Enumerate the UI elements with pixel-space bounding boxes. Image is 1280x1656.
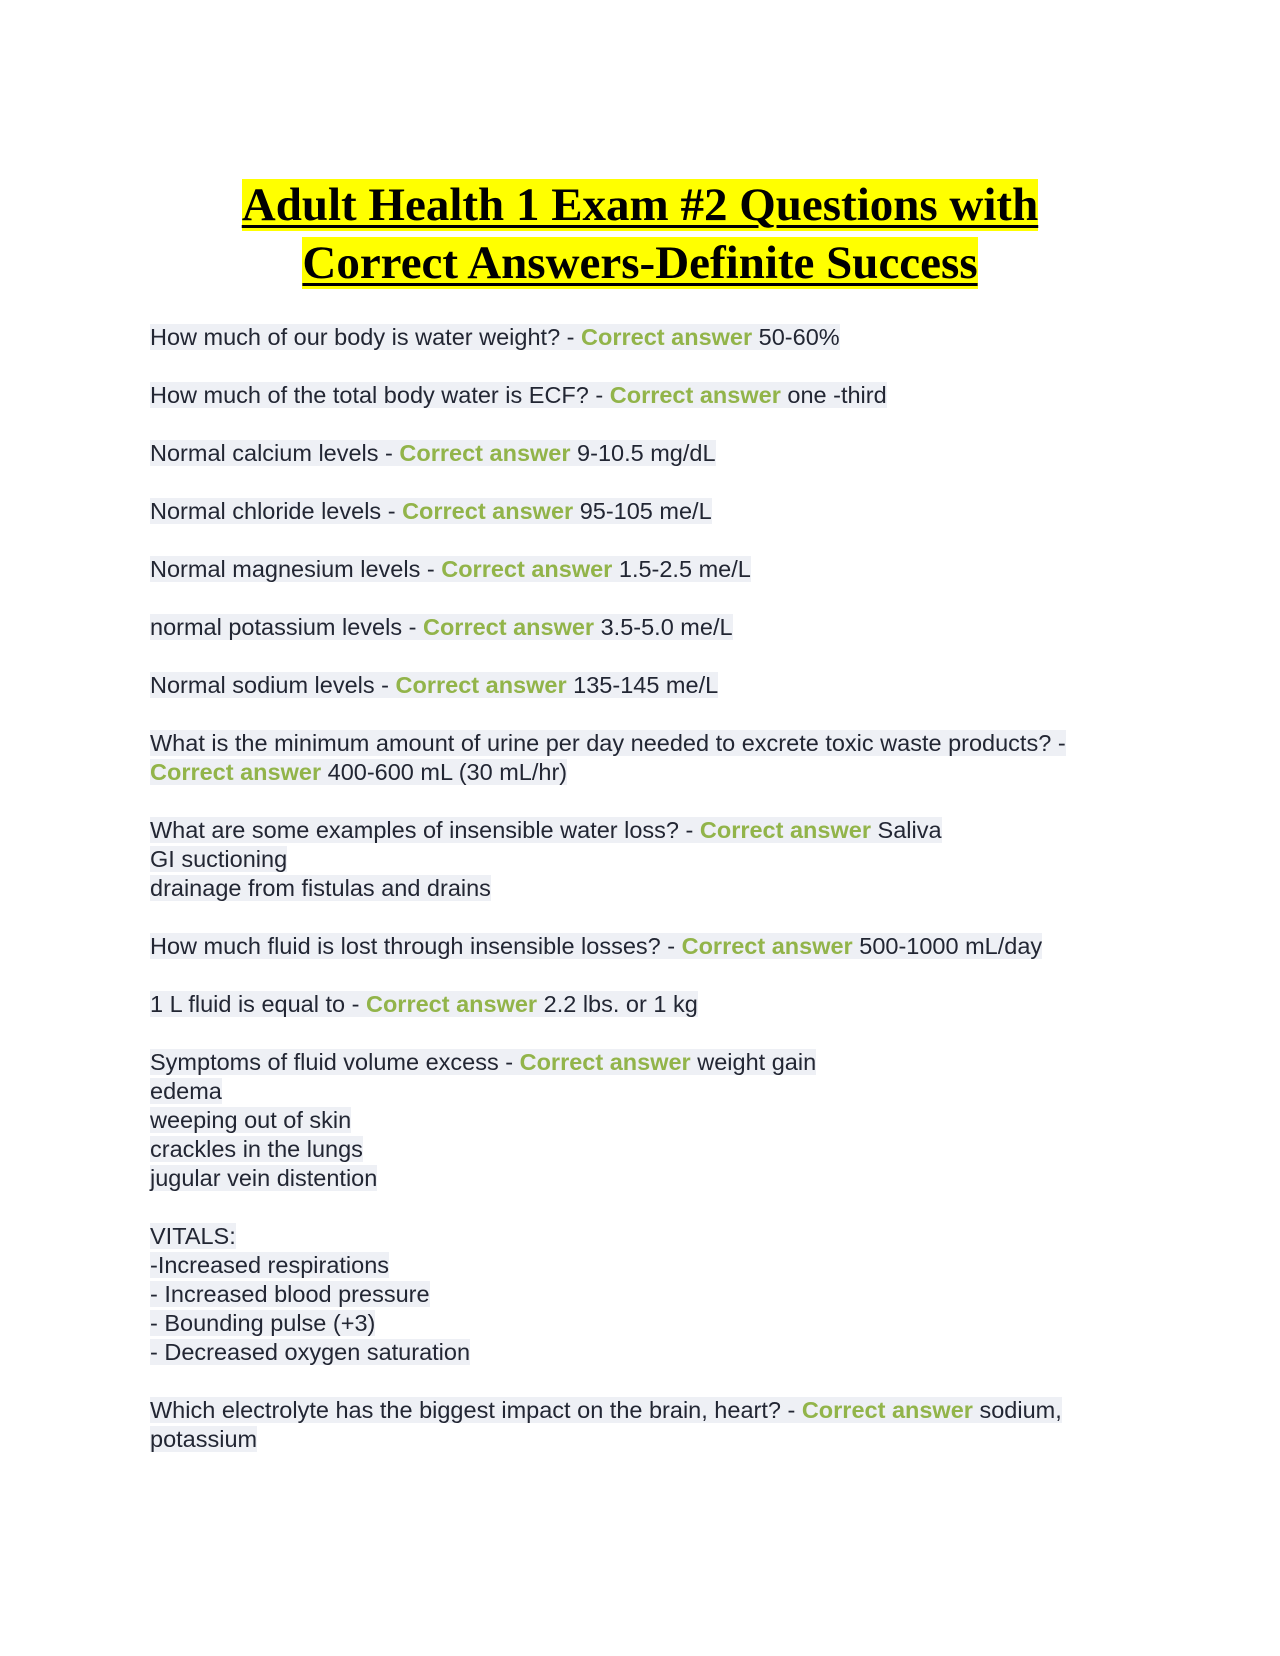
answer-text: 400-600 mL (30 mL/hr)	[321, 759, 568, 785]
vitals-item: - Decreased oxygen saturation	[150, 1339, 471, 1365]
answer-continuation: jugular vein distention	[150, 1165, 378, 1191]
correct-answer-label: Correct answer	[801, 1397, 973, 1423]
answer-continuation: potassium	[150, 1426, 258, 1452]
question-text: Symptoms of fluid volume excess -	[150, 1049, 520, 1075]
answer-text: 135-145 me/L	[566, 672, 719, 698]
question-text: Normal calcium levels -	[150, 440, 400, 466]
qa-item	[150, 613, 1140, 642]
question-text: Normal magnesium levels -	[150, 556, 442, 582]
question-text: 1 L fluid is equal to -	[150, 991, 366, 1017]
answer-continuation: weeping out of skin	[150, 1107, 352, 1133]
qa-item	[150, 1396, 1140, 1454]
title-line-2: Correct Answers-Definite Success	[302, 237, 978, 289]
qa-item	[150, 816, 1140, 903]
document-title	[150, 176, 1130, 292]
qa-item	[150, 439, 1140, 468]
answer-continuation: GI suctioning	[150, 846, 288, 872]
qa-item	[150, 1048, 1140, 1193]
qa-item	[150, 381, 1140, 410]
correct-answer-label: Correct answer	[399, 440, 571, 466]
answer-text: 50-60%	[752, 324, 840, 350]
qa-item	[150, 497, 1140, 526]
answer-text: 3.5-5.0 me/L	[594, 614, 733, 640]
answer-text: 95-105 me/L	[573, 498, 712, 524]
question-text: How much of the total body water is ECF? -	[150, 382, 610, 408]
qa-item	[150, 323, 1140, 352]
question-text: Which electrolyte has the biggest impact on the brain, heart? -	[150, 1397, 802, 1423]
vitals-item: -Increased respirations	[150, 1252, 390, 1278]
correct-answer-label: Correct answer	[402, 498, 574, 524]
vitals-heading: VITALS:	[150, 1223, 236, 1249]
question-text: How much of our body is water weight? -	[150, 324, 582, 350]
answer-text: 9-10.5 mg/dL	[570, 440, 716, 466]
correct-answer-label: Correct answer	[681, 933, 853, 959]
correct-answer-label: Correct answer	[395, 672, 567, 698]
question-text: Normal sodium levels -	[150, 672, 396, 698]
correct-answer-label: Correct answer	[699, 817, 871, 843]
question-text: How much fluid is lost through insensible losses? -	[150, 933, 682, 959]
answer-text: 500-1000 mL/day	[852, 933, 1043, 959]
answer-text: one -third	[780, 382, 887, 408]
vitals-block	[150, 1222, 1140, 1367]
question-text: What are some examples of insensible water loss? -	[150, 817, 700, 843]
correct-answer-label: Correct answer	[519, 1049, 691, 1075]
answer-text: Saliva	[870, 817, 942, 843]
correct-answer-label: Correct answer	[609, 382, 781, 408]
correct-answer-label: Correct answer	[581, 324, 753, 350]
vitals-item: - Bounding pulse (+3)	[150, 1310, 376, 1336]
qa-item	[150, 990, 1140, 1019]
vitals-item: - Increased blood pressure	[150, 1281, 430, 1307]
correct-answer-label: Correct answer	[150, 759, 322, 785]
correct-answer-label: Correct answer	[365, 991, 538, 1017]
correct-answer-label: Correct answer	[422, 614, 595, 640]
answer-continuation: drainage from fistulas and drains	[150, 875, 491, 901]
answer-text: 1.5-2.5 me/L	[612, 556, 751, 582]
qa-item	[150, 932, 1140, 961]
qa-item	[150, 671, 1140, 700]
answer-text: sodium,	[972, 1397, 1062, 1423]
qa-item	[150, 729, 1140, 787]
correct-answer-label: Correct answer	[441, 556, 613, 582]
qa-item	[150, 555, 1140, 584]
question-text: What is the minimum amount of urine per day needed to excrete toxic waste products? -	[150, 730, 1066, 756]
question-text: Normal chloride levels -	[150, 498, 403, 524]
answer-text: weight gain	[690, 1049, 817, 1075]
answer-continuation: crackles in the lungs	[150, 1136, 363, 1162]
question-text: normal potassium levels -	[150, 614, 423, 640]
title-line-1: Adult Health 1 Exam #2 Questions with	[241, 179, 1039, 231]
answer-continuation: edema	[150, 1078, 222, 1104]
qa-content	[150, 323, 1140, 1483]
answer-text: 2.2 lbs. or 1 kg	[537, 991, 698, 1017]
